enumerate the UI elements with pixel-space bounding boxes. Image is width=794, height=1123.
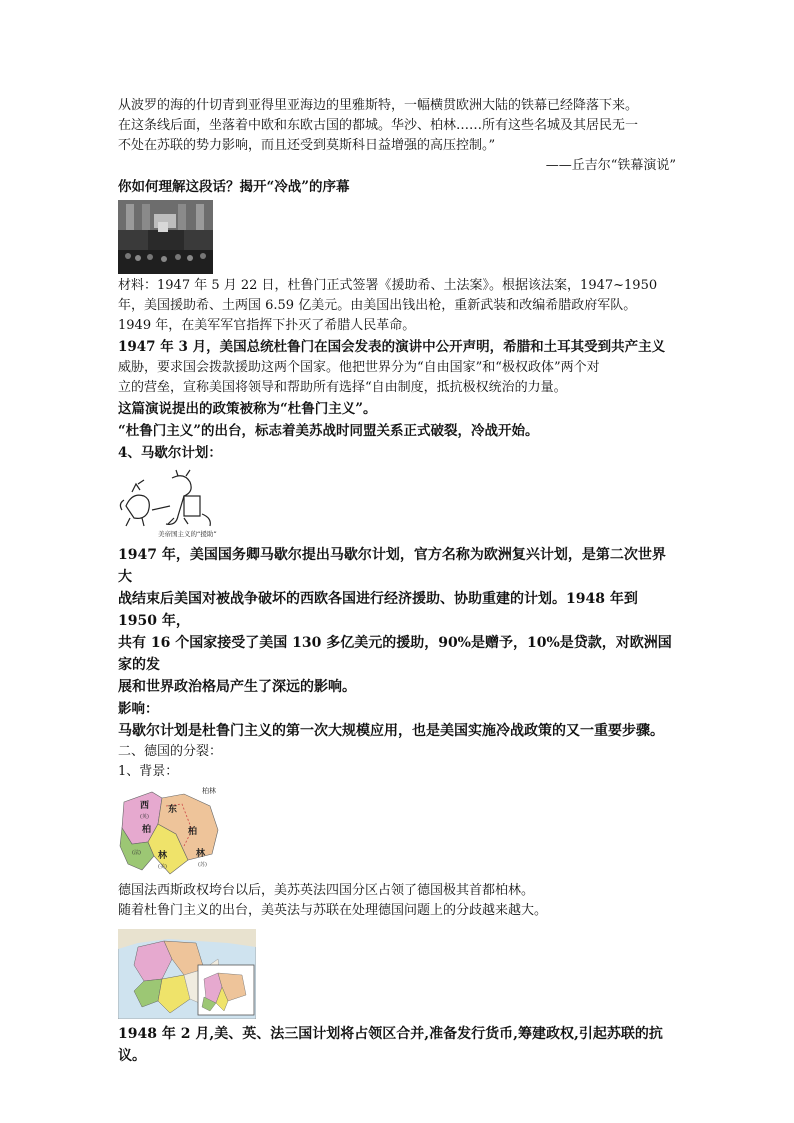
final-line: 1948 年 2 月,美、英、法三国计划将占领区合并,准备发行货币,筹建政权,引起苏联的抗议。 <box>118 1026 663 1064</box>
influence-heading: 影响： <box>118 701 159 717</box>
cartoon-caption: 美帝国主义的“援助” <box>158 530 217 538</box>
question-heading: 你如何理解这段话？揭开“冷战”的序幕 <box>118 179 350 195</box>
truman-congress-photo <box>118 200 213 274</box>
doctrine-line: 这篇演说提出的政策被称为“杜鲁门主义”。 <box>118 401 377 417</box>
berlin-map-bo-west: 柏 <box>142 825 152 835</box>
marshall-cartoon <box>118 466 226 542</box>
material-line-2: 年，美国援助希、土两国 6.59 亿美元。由美国出钱出枪，重新武装和改编希腊政府军队。 <box>118 298 637 313</box>
section2-heading: 二、德国的分裂： <box>118 744 223 759</box>
material-line-3: 1949 年，在美军军官指挥下扑灭了希腊人民革命。 <box>118 318 416 333</box>
marshall-line-1: 1947 年，美国国务卿马歇尔提出马歇尔计划，官方名称为欧洲复兴计划，是第二次世界大 <box>118 547 666 585</box>
background-line-2: 随着杜鲁门主义的出台，美英法与苏联在处理德国问题上的分歧越来越大。 <box>118 903 548 918</box>
berlin-map-su: (苏) <box>198 862 207 868</box>
influence-line: 马歇尔计划是杜鲁门主义的第一次大规模应用，也是美国实施冷战政策的又一重要步骤。 <box>118 723 664 739</box>
background-line-1: 德国法西斯政权垮台以后，美苏英法四国分区占领了德国极其首都柏林。 <box>118 883 535 898</box>
berlin-map-uk: (英) <box>140 814 149 820</box>
quote-line-3: 不处在苏联的势力影响，而且还受到莫斯科日益增强的高压控制。” <box>118 138 496 153</box>
truman-line-1: 1947 年 3 月，美国总统杜鲁门在国会发表的演讲中公开声明，希腊和土耳其受到共产主义 <box>118 339 666 355</box>
berlin-map-west: 西 <box>140 801 150 811</box>
marshall-line-4: 展和世界政治格局产生了深远的影响。 <box>118 679 356 695</box>
quote-line-1: 从波罗的海的什切青到亚得里亚海边的里雅斯特，一幅横贯欧洲大陆的铁幕已经降落下来。 <box>118 98 639 113</box>
quote-line-2: 在这条线后面，坐落着中欧和东欧古国的都城。华沙、柏林……所有这些名城及其居民无一 <box>118 118 639 133</box>
germany-zones-map <box>118 929 256 1019</box>
berlin-zones-map <box>118 784 226 879</box>
berlin-map-bo-east: 柏 <box>188 827 198 837</box>
background-heading: 1、背景： <box>118 764 179 779</box>
berlin-map-us: (美) <box>158 864 167 870</box>
quote-source: ——丘吉尔“铁幕演说” <box>545 158 676 173</box>
berlin-map-title: 柏林 <box>202 787 216 795</box>
marshall-line-2: 战结束后美国对被战争破坏的西欧各国进行经济援助、协助重建的计划。1948 年到 1950 年， <box>118 591 638 629</box>
marshall-heading: 4、马歇尔计划： <box>118 445 222 461</box>
truman-line-2: 威胁，要求国会拨款援助这两个国家。他把世界分为“自由国家”和“极权政体”两个对 <box>118 360 600 375</box>
cold-war-line: “杜鲁门主义”的出台，标志着美苏战时同盟关系正式破裂，冷战开始。 <box>118 423 539 439</box>
berlin-map-lin-west: 林 <box>158 851 168 861</box>
truman-line-3: 立的营垒，宣称美国将领导和帮助所有选择“自由制度，抵抗极权统治的力量。 <box>118 380 567 395</box>
material-line-1: 材料：1947 年 5 月 22 日，杜鲁门正式签署《援助希、土法案》。根据该法案，1947~1950 <box>118 278 658 293</box>
berlin-map-fr: (法) <box>132 850 141 856</box>
document-page <box>118 96 678 1067</box>
marshall-line-3: 共有 16 个国家接受了美国 130 多亿美元的援助，90%是赠予，10%是贷款，对欧洲国家的发 <box>118 635 672 673</box>
berlin-map-east: 东 <box>168 805 178 815</box>
berlin-map-lin-east: 林 <box>196 849 206 859</box>
